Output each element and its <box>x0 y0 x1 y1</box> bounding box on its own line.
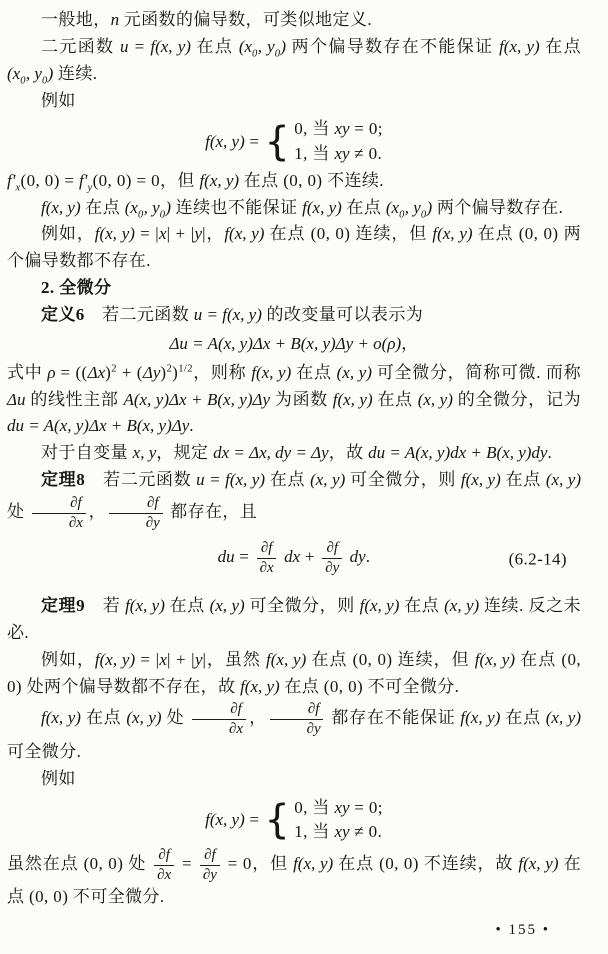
paragraph-example-abs-2: 例如，f(x, y) = |x| + |y|，虽然 f(x, y) 在点 (0, 0) 连续，但 f(x, y) 在点 (0, 0) 处两个偏导数都不存在，故 f(x, y) 在点 (0, 0) 不可全微分. <box>7 649 582 696</box>
heading-total-differential: 2. 全微分 <box>41 278 112 298</box>
paragraph-rho-definition: 式中 $\rho = ((\Delta x)^2 + (\Delta y)^2)^{1/2}$，则称 f(x, y) 在点 (x, y) 可全微分，简称可微. 而称 Δu 的线性主部 A(x, y)Δx + B(x, y)Δy 为函数 f(x, y) 在点 (x, y) 的全微分，记为 du = A(x, y)Δx + B(x, y)Δy. <box>7 362 581 436</box>
paragraph-example-label-1: 例如 <box>41 90 76 110</box>
paragraph-partials-not-imply-continuity: 二元函数 u = f(x, y) 在点 ($x_0$, $y_0$) 两个偏导数存在不能保证 f(x, y) 在点 ($x_0$, $y_0$) 连续. <box>7 36 582 87</box>
formula-case-2: 1, 当 xy ≠ 0. <box>294 143 383 163</box>
paragraph-example-label-2: 例如 <box>41 768 76 788</box>
formula-case-1: 0, 当 xy = 0; <box>294 797 383 817</box>
paragraph-example-abs-1: 例如，f(x, y) = |x| + |y|，f(x, y) 在点 (0, 0) 连续，但 f(x, y) 在点 (0, 0) 两个偏导数都不存在. <box>7 224 581 271</box>
formula-lhs: f(x, y) = <box>205 131 260 151</box>
formula-piecewise-1 <box>7 117 581 165</box>
paragraph-continuity-not-imply-partials: f(x, y) 在点 ($x_0$, $y_0$) 连续也不能保证 f(x, y) 在点 ($x_0$, $y_0$) 两个偏导数存在. <box>41 197 564 220</box>
paragraph-definition-6: 定义6 若二元函数 u = f(x, y) 的改变量可以表示为 <box>41 304 424 324</box>
formula-lhs: f(x, y) = <box>205 809 260 829</box>
formula-case-1: 0, 当 xy = 0; <box>294 119 383 139</box>
paragraph-general-definition: 一般地，n 元函数的偏导数，可类似地定义. <box>41 10 373 29</box>
paragraph-partials-at-origin: $f'_x(0$, $0) = f'_y(0$, 0) = 0，但 f(x, y) 在点 (0, 0) 不连续. <box>7 170 384 194</box>
formula-cases <box>294 796 383 844</box>
formula-piecewise-2 <box>7 796 581 844</box>
paragraph-theorem-8: 定理8 若二元函数 u = f(x, y) 在点 (x, y) 可全微分，则 f(x, y) 在点 (x, y) 处 $\frac{\partial f}{\partial x}$ ， $\frac{\partial f}{\partial y}$ 都存在，且 <box>7 470 582 531</box>
page-number: • 155 • <box>495 922 550 939</box>
curly-brace-icon: { <box>264 796 291 843</box>
formula-6-2-14 <box>7 539 581 577</box>
paragraph-conclusion: 虽然在点 (0, 0) 处 $\frac{\partial f}{\partial x}$ = $\frac{\partial f}{\partial y}$ = 0，但 f(x, y) 在点 (0, 0) 不连续，故 f(x, y) 在点 (0, 0) 不可全微分. <box>7 846 581 907</box>
paragraph-theorem-9: 定理9 若 f(x, y) 在点 (x, y) 可全微分，则 f(x, y) 在点 (x, y) 连续. 反之未必. <box>7 595 582 642</box>
formula-cases <box>294 117 383 165</box>
paragraph-independent-variables: 对于自变量 x, y，规定 dx = Δx, dy = Δy，故 du = A(x, y)dx + B(x, y)dy. <box>41 443 553 463</box>
curly-brace-icon: { <box>264 118 291 165</box>
formula-delta-u: Δu = A(x, y)Δx + B(x, y)Δy + o(ρ)， <box>169 333 419 353</box>
formula-body: du = $\frac{\partial f}{\partial x}$ dx + $\frac{\partial f}{\partial y}$ dy. <box>217 540 371 577</box>
formula-case-2: 1, 当 xy ≠ 0. <box>294 821 383 841</box>
paragraph-partials-not-imply-differentiable: f(x, y) 在点 (x, y) 处 $\frac{\partial f}{\partial x}$ ， $\frac{\partial f}{\partial y}$ 都存在不能保证 f(x, y) 在点 (x, y) 可全微分. <box>7 701 581 761</box>
equation-number: (6.2-14) <box>508 549 567 569</box>
